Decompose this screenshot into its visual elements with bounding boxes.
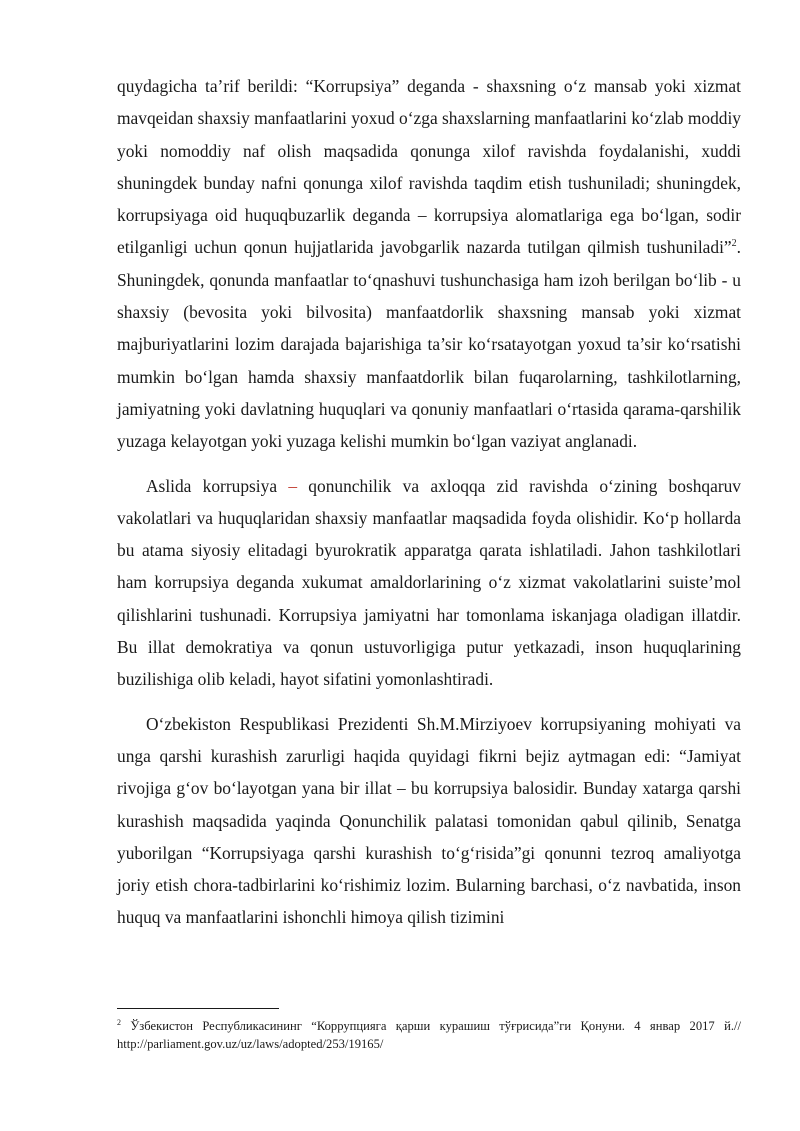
paragraph-2-dash: – (288, 475, 298, 496)
paragraph-2-lead: Aslida korrupsiya (146, 475, 289, 496)
paragraph-1-part1: quydagicha ta’rif berildi: “Korrupsiya” deganda - shaxsning o‘z mansab yoki xizmat mavqeidan shaxsiy manfaatlarini yoxud o‘zga shaxslarning manfaatlarini ko‘zlab moddiy yoki nomoddiy naf olish maqsadida qonunga xilof ravishda foydalanishi, xuddi shuningdek bunday nafni qonunga xilof ravishda taqdim etish tushuniladi; shuningdek, korrupsiyaga oid huquqbuzarlik deganda – korrupsiya alomatlariga ega bo‘lgan, sodir etilganligi uchun qonun hujjatlarida javobgarlik nazarda tutilgan qilmish tushuniladi” (117, 76, 741, 258)
footnote-reference: 2 (731, 238, 737, 250)
paragraph-2 (117, 470, 741, 696)
footnote-text: Ўзбекистон Республикасининг “Коррупцияга қарши курашиш тўғрисида”ги Қонуни. 4 январ 2017 й.// http://parliament.gov.uz/uz/laws/adopted/253/19165/ (117, 1019, 741, 1051)
paragraph-1 (117, 70, 741, 458)
paragraph-3: O‘zbekiston Respublikasi Prezidenti Sh.M.Mirziyoev korrupsiyaning mohiyati va unga qarshi kurashish zarurligi haqida quyidagi fikrni bejiz aytmagan edi: “Jamiyat rivojiga g‘ov bo‘layotgan yana bir illat – bu korrupsiya balosidir. Bunday xatarga qarshi kurashish maqsadida yaqinda Qonunchilik palatasi tomonidan qabul qilinib, Senatga yuborilgan “Korrupsiyaga qarshi kurashish to‘g‘risida”gi qonunni tezroq amaliyotga joriy etish chora-tadbirlarini ko‘rishimiz lozim. Bularning barchasi, o‘z navbatida, inson huquq va manfaatlarini ishonchli himoya qilish tizimini (117, 713, 741, 928)
paragraph-1-part2: . Shuningdek, qonunda manfaatlar to‘qnashuvi tushunchasiga ham izoh berilgan bo‘lib - u shaxsiy (bevosita yoki bilvosita) manfaatdorlik shaxsning mansab yoki xizmat majburiyatlarini lozim darajada bajarishiga ta’sir ko‘rsatayotgan yoxud ta’sir ko‘rsatishi mumkin bo‘lgan hamda shaxsiy manfaatdorlik bilan fuqarolarning, tashkilotlarning, jamiyatning yoki davlatning huquqlari va qonuniy manfaatlari o‘rtasida qarama-qarshilik yuzaga kelayotgan yoki yuzaga kelishi mumkin bo‘lgan vaziyat anglanadi. (117, 237, 741, 452)
paragraph-2-rest: qonunchilik va axloqqa zid ravishda o‘zining boshqaruv vakolatlari va huquqlaridan shaxsiy manfaatlar maqsadida foyda olishidir. Ko‘p hollarda bu atama siyosiy elitadagi byurokratik apparatga qarata ishlatiladi. Jahon tashkilotlari ham korrupsiya deganda xukumat amaldorlarining o‘z xizmat vakolatlarini suiste’mol qilishlarini tushunadi. Korrupsiya jamiyatni har tomonlama iskanjaga oladigan illatdir. Bu illat demokratiya va qonun ustuvorligiga putur yetkazadi, inson huquqlarining buzilishiga olib keladi, hayot sifatini yomonlashtiradi. (117, 475, 742, 690)
body-text (117, 70, 741, 934)
footnote-number: 2 (117, 1017, 121, 1027)
footnote-separator (117, 1008, 279, 1009)
footnote (117, 1017, 741, 1053)
